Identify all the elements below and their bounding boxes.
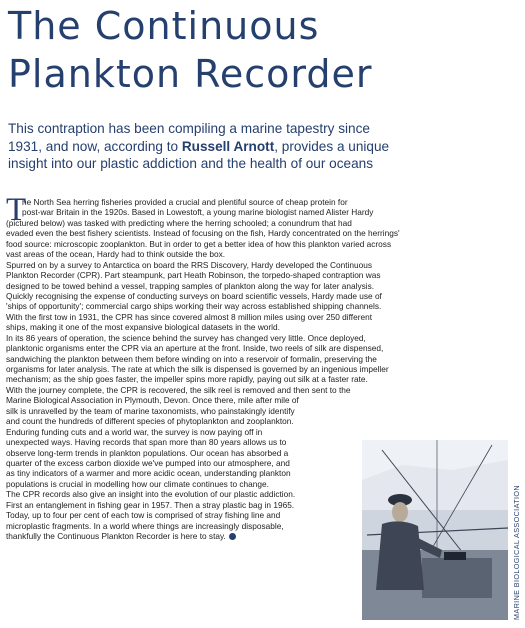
body-line: planktonic organisms enter the CPR via an aperture at the front. Inside, two reels of silk are dispensed,: [6, 343, 384, 354]
photo-credit: MARINE BIOLOGICAL ASSOCIATION: [512, 484, 521, 620]
body-line: 'ships of opportunity'; commercial cargo ships working their way across established shipping channels.: [6, 301, 382, 312]
body-line: Quickly recognising the expense of conducting surveys on board scientific vessels, Hardy made use of: [6, 290, 382, 301]
author-name: Russell Arnott: [181, 138, 275, 154]
photo-illustration: [362, 440, 508, 620]
body-line: organisms for later analysis. The rate at which the silk is dispensed is governed by an ingenious impeller: [6, 364, 389, 374]
standfirst-line-3: insight into our plastic addiction and the health of our oceans: [8, 156, 374, 171]
body-line: and count the hundreds of different species of phytoplankton and zooplankton.: [6, 416, 294, 427]
title-line-2: Plankton Recorder: [8, 52, 373, 96]
body-line: Plankton Recorder (CPR). Part steampunk, part Heath Robinson, the torpedo-shaped contraption was: [6, 270, 381, 281]
body-line: silk is unravelled by the team of marine taxonomists, who painstakingly identify: [6, 405, 295, 416]
body-line: evaded even the best fishery scientists. Instead of focusing on the fish, Hardy concentrated on the herrings': [6, 228, 400, 239]
standfirst: [8, 120, 508, 173]
body-line: ships, making it one of the most expansive biological datasets in the world.: [6, 322, 280, 333]
body-line: vast areas of the ocean, Hardy had to think outside the box.: [6, 249, 226, 260]
body-line: With the journey complete, the CPR is recovered, the silk reel is removed and then sent to the: [6, 384, 351, 395]
body-line: microplastic fragments. In a world where things are increasingly disposable,: [6, 520, 284, 531]
body-line: sandwiching the plankton between them before winding on into a reservoir of formalin, preserving the: [6, 353, 377, 364]
standfirst-text: 1931, and now, according to: [8, 138, 182, 154]
body-line: mechanism; as the ship goes faster, the impeller spins more rapidly, paying out silk at a faster rate.: [6, 374, 368, 385]
body-line: quarter of the excess carbon dioxide we've pumped into our atmosphere, and: [6, 457, 290, 468]
body-line: unexpected ways. Having records that span more than 80 years allows us to: [6, 437, 287, 448]
body-line: Marine Biological Association in Plymouth, Devon. Once there, mile after mile of: [6, 395, 299, 406]
body-line: Enduring funding cuts and a world war, the survey is now paying off in: [6, 426, 263, 437]
body-line: observe long-term trends in plankton populations. Our ocean has absorbed a: [6, 447, 289, 458]
body-line: In its 86 years of operation, the science behind the survey has changed very little. Once deployed,: [6, 332, 366, 343]
body-line: post-war Britain in the 1920s. Based in Lowestoft, a young marine biologist named Alister Hardy: [22, 207, 374, 218]
body-line: (pictured below) was tasked with predicting where the herring schooled; a conundrum that had: [6, 217, 352, 228]
body-line: Spurred on by a survey to Antarctica on board the RRS Discovery, Hardy developed the Continuous: [6, 259, 373, 270]
article-title: [8, 2, 372, 98]
standfirst-text: , provides a unique: [274, 138, 390, 154]
drop-cap: T: [6, 192, 27, 228]
body-line: food source: microscopic zooplankton. But in order to get a better idea of how this plankton varied across: [6, 238, 392, 249]
body-line: as tiny indicators of a warmer and more acidic ocean, understanding plankton: [6, 468, 291, 479]
end-mark-icon: [229, 533, 236, 540]
body-line: populations is crucial in modelling how our climate continues to change.: [6, 478, 269, 489]
standfirst-line-1: This contraption has been compiling a marine tapestry since: [8, 121, 370, 136]
title-line-1: The Continuous: [8, 4, 320, 48]
body-line: The CPR records also give an insight into the evolution of our plastic addiction.: [6, 489, 296, 500]
body-line: First an entanglement in fishing gear in 1957. Then a stray plastic bag in 1965.: [6, 499, 295, 510]
standfirst-line-2: [8, 138, 508, 156]
body-line: designed to be towed behind a vessel, trapping samples of plankton along the way for later analysis.: [6, 280, 375, 291]
photo-alister-hardy: [362, 440, 508, 620]
body-line: he North Sea herring fisheries provided a crucial and plentiful source of cheap protein for: [22, 197, 348, 207]
body-line: thankfully the Continuous Plankton Recorder is here to stay.: [6, 531, 512, 541]
body-line: Today, up to four per cent of each tow is comprised of stray fishing line and: [6, 510, 281, 521]
body-line: With the first tow in 1931, the CPR has since covered almost 8 million miles using over 250 different: [6, 311, 373, 322]
